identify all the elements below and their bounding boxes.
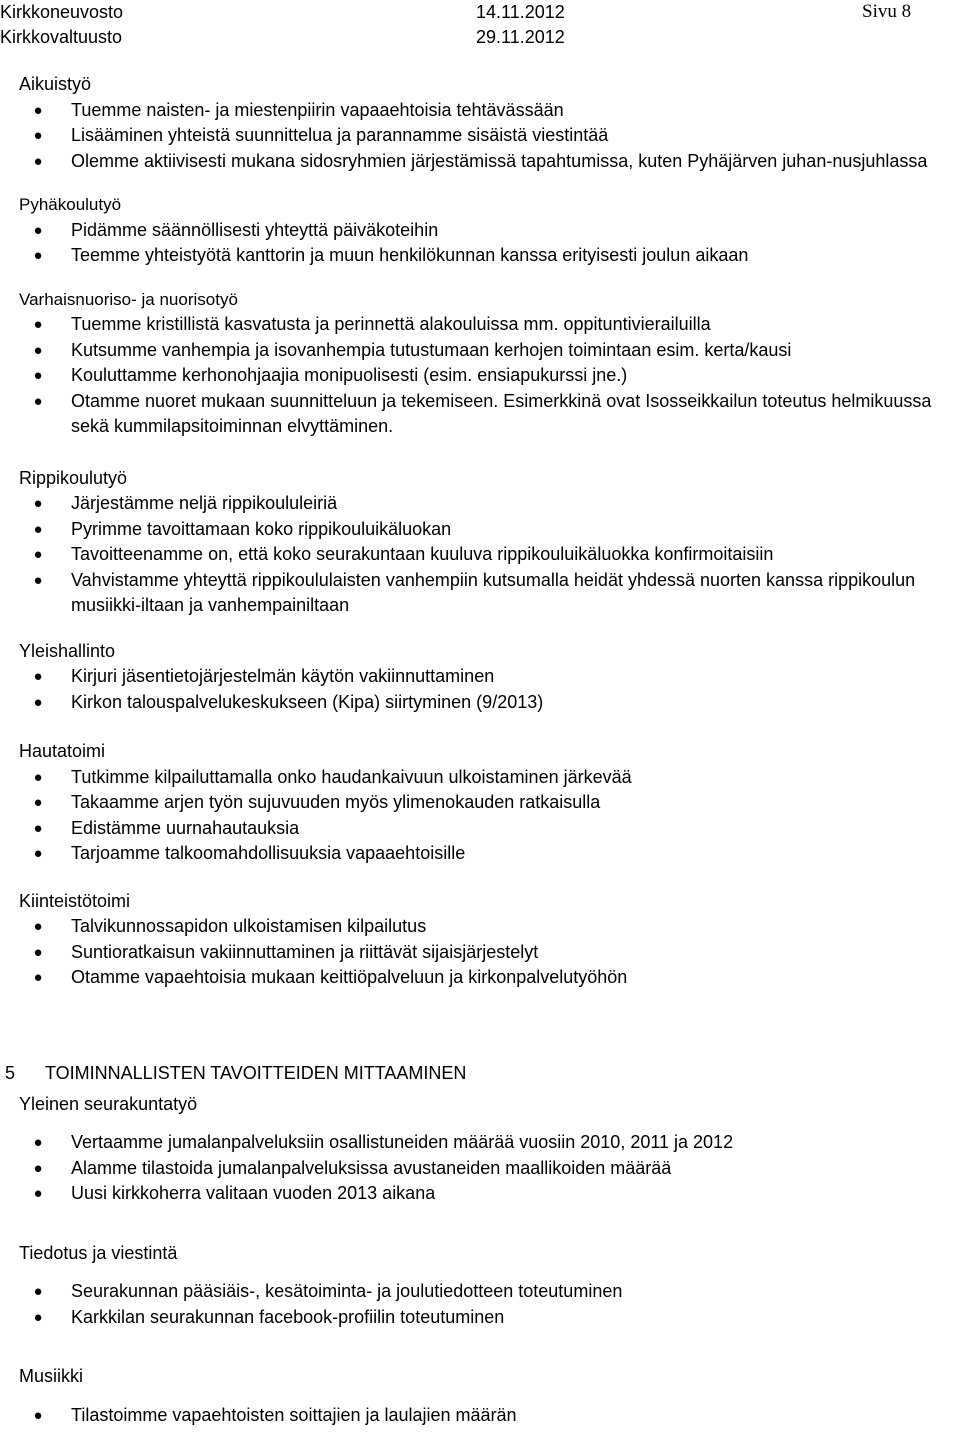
bullet-icon: ● [33, 1185, 43, 1202]
bullet-icon: ● [33, 546, 43, 563]
item-text: Pidämme säännöllisesti yhteyttä päiväkoteihin [71, 219, 439, 240]
list-item [19, 965, 954, 991]
item-text: Tilastoimme vapaehtoisten soittajien ja laulajien määrän [71, 1404, 517, 1425]
list-item [19, 1279, 954, 1305]
bullet-icon: ● [33, 668, 43, 685]
list-item [19, 765, 954, 791]
item-text: Kirjuri jäsentietojärjestelmän käytön vakiinnuttaminen [71, 666, 495, 686]
bullet-icon: ● [33, 392, 43, 410]
list-item [19, 1305, 954, 1331]
chapter-number: 5 [5, 1062, 16, 1083]
bullet-icon: ● [33, 1134, 43, 1151]
list-item [19, 568, 954, 619]
list-item [19, 123, 954, 149]
item-text: Talvikunnossapidon ulkoistamisen kilpailutus [71, 916, 427, 936]
bullet-icon: ● [33, 1283, 43, 1300]
list-yleinen-seurakuntatyo [19, 1130, 954, 1207]
item-text: Tarjoamme talkoomahdollisuuksia vapaaehtoisille [71, 843, 466, 863]
list-item [19, 1130, 954, 1156]
bullet-icon: ● [33, 520, 43, 538]
list-item [19, 841, 954, 867]
item-text: Uusi kirkkoherra valitaan vuoden 2013 aikana [71, 1183, 436, 1203]
item-text: Tuemme naisten- ja miestenpiirin vapaaehtoisia tehtävässään [71, 99, 564, 120]
section-title-yleinen-seurakuntatyo: Yleinen seurakuntatyö [19, 1093, 198, 1114]
item-text: Vahvistamme yhteyttä rippikoululaisten vanhempiin kutsumalla heidät yhdessä nuorten kanssa rippikoulun musiikki-iltaan ja vanhempainiltaan [71, 569, 916, 615]
item-text: Kutsumme vanhempia ja isovanhempia tutustumaan kerhojen toimintaan esim. kerta/kausi [71, 339, 792, 360]
list-item [19, 389, 954, 440]
list-item [19, 690, 954, 716]
bullet-icon: ● [33, 341, 43, 359]
bullet-icon: ● [33, 918, 43, 935]
header-date-2: 29.11.2012 [476, 27, 565, 47]
item-text: Karkkilan seurakunnan facebook-profiilin toteutuminen [71, 1306, 505, 1327]
bullet-icon: ● [33, 495, 43, 512]
bullet-icon: ● [33, 127, 43, 144]
header-org-2: Kirkkovaltuusto [0, 27, 123, 47]
item-text: Kirkon talouspalvelukeskukseen (Kipa) siirtyminen (9/2013) [71, 691, 544, 712]
bullet-icon: ● [33, 969, 43, 986]
section-title-rippikoulutyo: Rippikoulutyö [19, 467, 128, 488]
item-text: Suntioratkaisun vakiinnuttaminen ja riittävät sijaisjärjestelyt [71, 941, 539, 962]
page-header [0, 0, 960, 50]
document-body [5, 72, 954, 1428]
list-item [19, 790, 954, 816]
list-item [19, 98, 954, 124]
bullet-icon: ● [33, 768, 43, 786]
item-text: Tuemme kristillistä kasvatusta ja perinnettä alakouluissa mm. oppituntivierailuilla [71, 314, 711, 334]
list-item [19, 1403, 954, 1429]
list-item [19, 914, 954, 940]
section-title-aikuistyo: Aikuistyö [19, 74, 92, 94]
list-item [19, 940, 954, 966]
chapter-heading [5, 1061, 954, 1086]
item-text: Alamme tilastoida jumalanpalveluksissa avustaneiden maallikoiden määrää [71, 1157, 672, 1178]
item-text: Lisääminen yhteistä suunnittelua ja parannamme sisäistä viestintää [71, 125, 609, 145]
section-title-musiikki: Musiikki [19, 1366, 84, 1386]
bullet-icon: ● [33, 1406, 43, 1424]
page-number: Sivu 8 [862, 1, 912, 22]
list-item [19, 1156, 954, 1182]
section-title-tiedotus: Tiedotus ja viestintä [19, 1242, 178, 1263]
list-nuorisotyo [19, 312, 954, 440]
bullet-icon: ● [33, 693, 43, 711]
list-tiedotus [19, 1279, 954, 1330]
list-kiinteistotoimi [19, 914, 954, 991]
list-item [19, 218, 954, 244]
item-text: Otamme vapaehtoisia mukaan keittiöpalveluun ja kirkonpalvelutyöhön [71, 967, 628, 987]
section-title-pyhakoulutyo: Pyhäkoulutyö [19, 195, 122, 214]
bullet-icon: ● [33, 101, 43, 119]
bullet-icon: ● [33, 152, 43, 170]
list-item [19, 664, 954, 690]
item-text: Tutkimme kilpailuttamalla onko haudankaivuun ulkoistaminen järkevää [71, 766, 632, 787]
item-text: Tavoitteenamme on, että koko seurakuntaan kuuluva rippikouluikäluokka konfirmoitaisiin [71, 544, 774, 564]
item-text: Teemme yhteistyötä kanttorin ja muun henkilökunnan kanssa erityisesti joulun aikaan [71, 245, 749, 265]
header-date-1: 14.11.2012 [476, 2, 565, 22]
section-title-yleishallinto: Yleishallinto [19, 640, 116, 661]
list-item [19, 491, 954, 517]
bullet-icon: ● [33, 316, 43, 333]
item-text: Takaamme arjen työn sujuvuuden myös ylimenokauden ratkaisulla [71, 792, 601, 812]
item-text: Vertaamme jumalanpalveluksiin osallistuneiden määrää vuosiin 2010, 2011 ja 2012 [71, 1132, 734, 1152]
section-title-nuorisotyo: Varhaisnuoriso- ja nuorisotyö [19, 289, 238, 309]
bullet-icon: ● [33, 819, 43, 837]
item-text: Edistämme uurnahautauksia [71, 817, 300, 838]
list-item [19, 816, 954, 842]
list-item [19, 338, 954, 364]
bullet-icon: ● [33, 845, 43, 862]
item-text: Pyrimme tavoittamaan koko rippikouluikäluokan [71, 518, 452, 539]
list-yleishallinto [19, 664, 954, 715]
item-text: Seurakunnan pääsiäis-, kesätoiminta- ja joulutiedotteen toteutuminen [71, 1281, 623, 1301]
list-item [19, 363, 954, 389]
list-item [19, 149, 954, 175]
item-text: Järjestämme neljä rippikoululeiriä [71, 493, 338, 513]
chapter-title: TOIMINNALLISTEN TAVOITTEIDEN MITTAAMINEN [45, 1062, 467, 1083]
list-item [19, 243, 954, 269]
section-title-kiinteistotoimi: Kiinteistötoimi [19, 890, 131, 911]
item-text: Kouluttamme kerhonohjaajia monipuolisesti (esim. ensiapukurssi jne.) [71, 365, 628, 385]
item-text: Olemme aktiivisesti mukana sidosryhmien järjestämissä tapahtumissa, kuten Pyhäjärven juhan-nusjuhlassa [71, 150, 928, 171]
header-org-1: Kirkkoneuvosto [0, 2, 124, 22]
list-item [19, 517, 954, 543]
list-musiikki [19, 1403, 954, 1429]
list-item [19, 312, 954, 338]
section-title-hautatoimi: Hautatoimi [19, 741, 106, 761]
bullet-icon: ● [33, 1308, 43, 1326]
list-pyhakoulutyo [19, 218, 954, 269]
bullet-icon: ● [33, 367, 43, 384]
list-hautatoimi [19, 765, 954, 867]
list-item [19, 542, 954, 568]
bullet-icon: ● [33, 247, 43, 264]
list-rippikoulutyo [19, 491, 954, 619]
bullet-icon: ● [33, 1159, 43, 1177]
list-aikuistyo [19, 98, 954, 175]
bullet-icon: ● [33, 943, 43, 961]
bullet-icon: ● [33, 794, 43, 811]
bullet-icon: ● [33, 571, 43, 589]
list-item [19, 1181, 954, 1207]
item-text: Otamme nuoret mukaan suunnitteluun ja tekemiseen. Esimerkkinä ovat Isosseikkailun toteutus helmikuussa sekä kummilapsitoiminnan elvyttäminen. [71, 390, 932, 436]
bullet-icon: ● [33, 221, 43, 239]
